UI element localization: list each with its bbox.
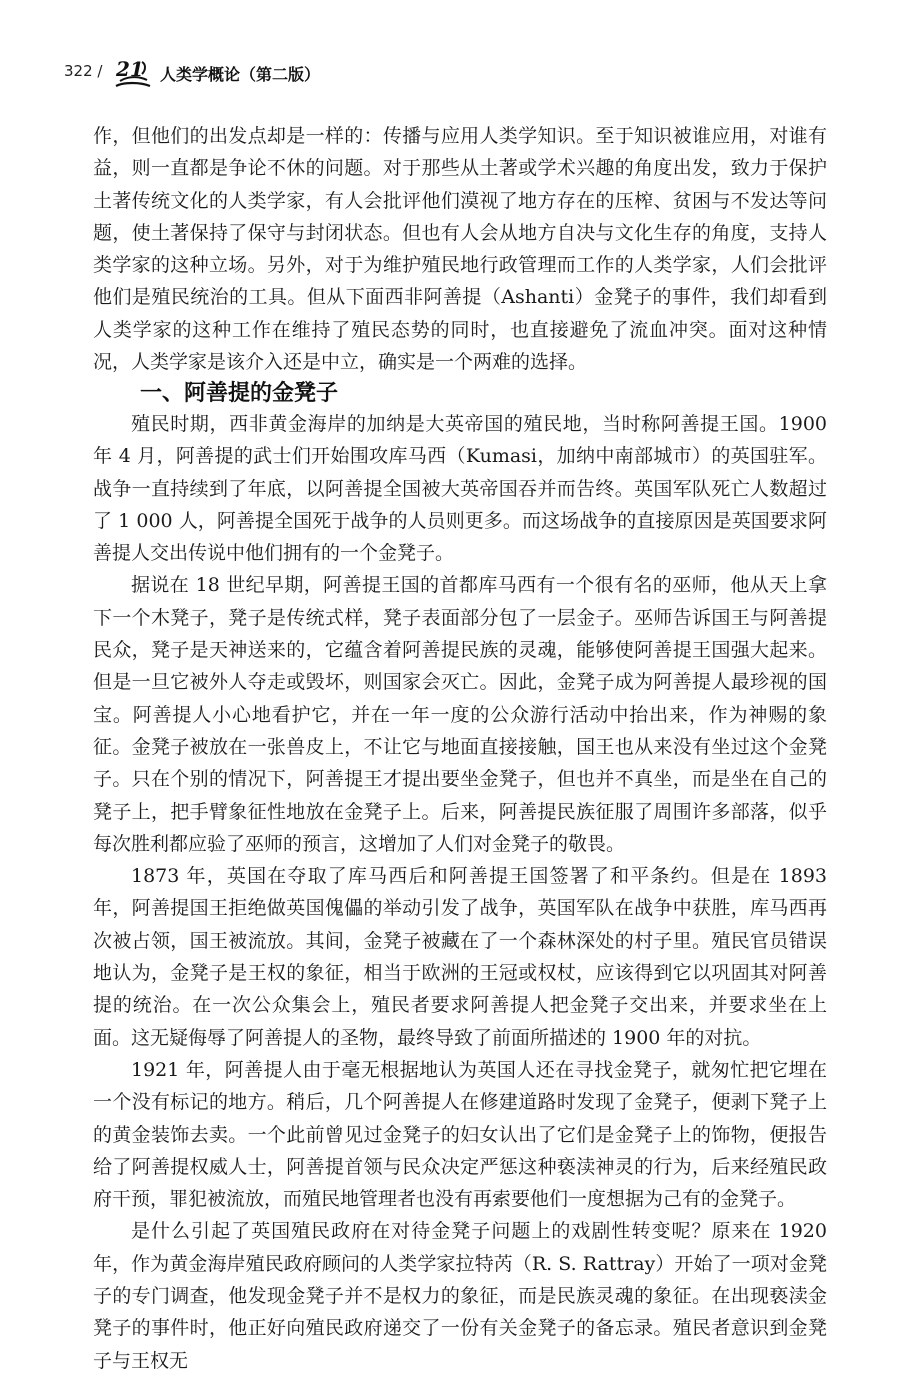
body-paragraph: 1921 年，阿善提人由于毫无根据地认为英国人还在寻找金凳子，就匆忙把它埋在一个没有标记的地方。稍后，几个阿善提人在修建道路时发现了金凳子，便剥下凳子上的黄金装饰去卖。一个此前曾见过金凳子的妇女认出了它们是金凳子上的饰物，便报告给了阿善提权威人士，阿善提首领与民众决定严惩这种亵渎神灵的行为，后来经殖民政府干预，罪犯被流放，而殖民地管理者也没有再索要他们一度想据为己有的金凳子。 xyxy=(93,1058,827,1211)
body-paragraph: 是什么引起了英国殖民政府在对待金凳子问题上的戏剧性转变呢？原来在 1920 年，作为黄金海岸殖民政府顾问的人类学家拉特芮（R. S. Rattray）开始了一项对金凳子的专门调查，他发现金凳子并不是权力的象征，而是民族灵魂的象征。在出现亵渎金凳子的事件时，他正好向殖民政府递交了一份有关金凳子的备忘录。殖民者意识到金凳子与王权无 xyxy=(93,1220,827,1372)
page-number: 322 / xyxy=(64,62,103,80)
section-body xyxy=(93,408,827,1377)
svg-text:21: 21 xyxy=(116,57,144,81)
intro-paragraph-block xyxy=(93,120,827,378)
series-logo-icon xyxy=(112,56,154,90)
body-paragraph: 据说在 18 世纪早期，阿善提王国的首都库马西有一个很有名的巫师，他从天上拿下一个木凳子，凳子是传统式样，凳子表面部分包了一层金子。巫师告诉国王与阿善提民众，凳子是天神送来的，它蕴含着阿善提民族的灵魂，能够使阿善提王国强大起来。但是一旦它被外人夺走或毁坏，则国家会灭亡。因此，金凳子成为阿善提人最珍视的国宝。阿善提人小心地看护它，并在一年一度的公众游行活动中抬出来，作为神赐的象征。金凳子被放在一张兽皮上，不让它与地面直接接触，国王也从来没有坐过这个金凳子。只在个别的情况下，阿善提王才提出要坐金凳子，但也并不真坐，而是坐在自己的凳子上，把手臂象征性地放在金凳子上。后来，阿善提民族征服了周围许多部落，似乎每次胜利都应验了巫师的预言，这增加了人们对金凳子的敬畏。 xyxy=(93,574,827,855)
body-paragraph: 殖民时期，西非黄金海岸的加纳是大英帝国的殖民地，当时称阿善提王国。1900 年 4 月，阿善提的武士们开始围攻库马西（Kumasi，加纳中南部城市）的英国驻军。战争一直持续到了年底，以阿善提全国被大英帝国吞并而告终。英国军队死亡人数超过了 1 000 人，阿善提全国死于战争的人员则更多。而这场战争的直接原因是英国要求阿善提人交出传说中他们拥有的一个金凳子。 xyxy=(93,413,827,565)
intro-paragraph: 作，但他们的出发点却是一样的：传播与应用人类学知识。至于知识被谁应用，对谁有益，则一直都是争论不休的问题。对于那些从土著或学术兴趣的角度出发，致力于保护土著传统文化的人类学家，有人会批评他们漠视了地方存在的压榨、贫困与不发达等问题，使土著保持了保守与封闭状态。但也有人会从地方自决与文化生存的角度，支持人类学家的这种立场。另外，对于为维护殖民地行政管理而工作的人类学家，人们会批评他们是殖民统治的工具。但从下面西非阿善提（Ashanti）金凳子的事件，我们却看到人类学家的这种工作在维持了殖民态势的同时，也直接避免了流血冲突。面对这种情况，人类学家是该介入还是中立，确实是一个两难的选择。 xyxy=(93,125,827,374)
section-heading: 一、阿善提的金凳子 xyxy=(140,381,339,406)
running-header xyxy=(64,56,844,96)
body-paragraph: 1873 年，英国在夺取了库马西后和阿善提王国签署了和平条约。但是在 1893 年，阿善提国王拒绝做英国傀儡的举动引发了战争，英国军队在战争中获胜，库马西再次被占领，国王被流放。其间，金凳子被藏在了一个森林深处的村子里。殖民官员错误地认为，金凳子是王权的象征，相当于欧洲的王冠或权杖，应该得到它以巩固其对阿善提的统治。在一次公众集会上，殖民者要求阿善提人把金凳子交出来，并要求坐在上面。这无疑侮辱了阿善提人的圣物，最终导致了前面所描述的 1900 年的对抗。 xyxy=(93,865,827,1049)
book-title: 人类学概论（第二版） xyxy=(160,65,321,84)
